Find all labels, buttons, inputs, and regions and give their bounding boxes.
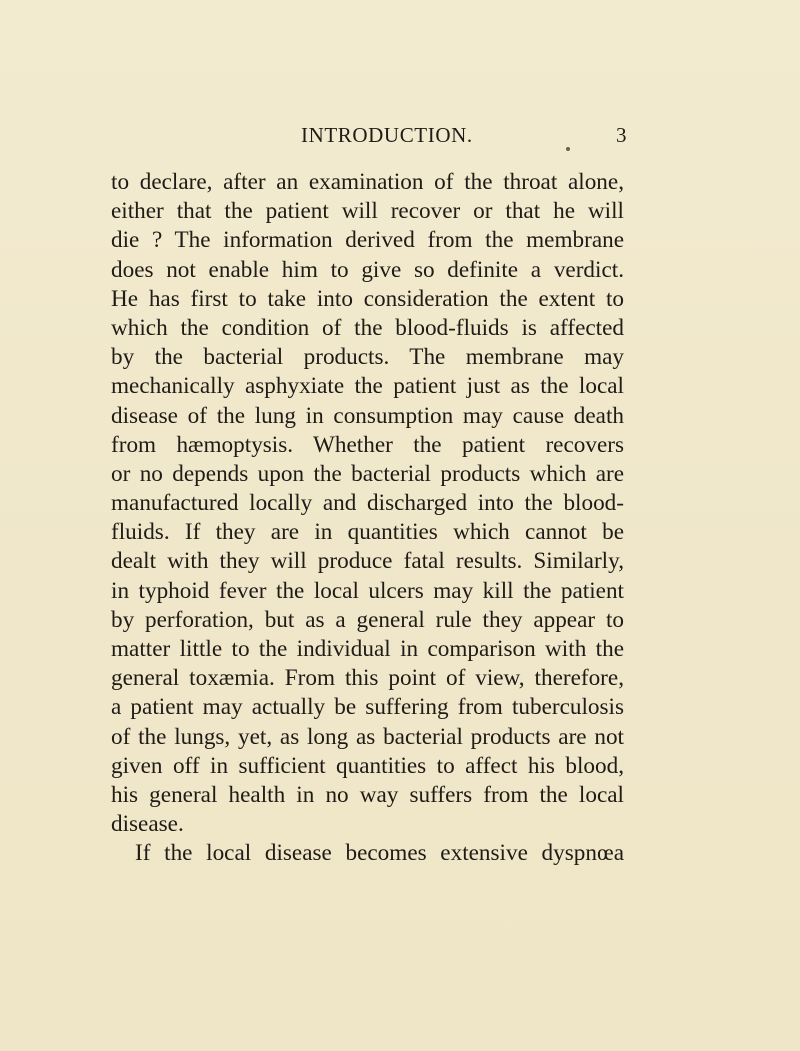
- text-line: die ? The information derived from the membrane: [111, 227, 624, 254]
- text-line: by the bacterial products. The membrane may: [111, 344, 624, 371]
- body-text: [111, 168, 624, 869]
- text-line: either that the patient will recover or that he will: [111, 198, 624, 225]
- text-line: mechanically asphyxiate the patient just as the local: [111, 373, 624, 400]
- text-line: or no depends upon the bacterial products which are: [111, 460, 624, 487]
- text-line: to declare, after an examination of the throat alone,: [111, 169, 624, 195]
- text-line: by perforation, but as a general rule they appear to: [111, 606, 624, 633]
- text-line: does not enable him to give so definite a verdict.: [111, 256, 624, 283]
- page-number: 3: [616, 123, 627, 147]
- print-speck: [566, 147, 570, 151]
- text-line: from hæmoptysis. Whether the patient recovers: [111, 431, 624, 458]
- text-line: a patient may actually be suffering from tuberculosis: [111, 694, 624, 721]
- text-line: general toxæmia. From this point of view, therefore,: [111, 665, 624, 692]
- text-line: in typhoid fever the local ulcers may kill the patient: [111, 577, 624, 604]
- running-head: [0, 123, 800, 147]
- text-line: matter little to the individual in comparison with the: [111, 636, 624, 662]
- text-line: fluids. If they are in quantities which cannot be: [111, 519, 624, 546]
- text-line: his general health in no way suffers from the local: [111, 781, 624, 808]
- text-line: of the lungs, yet, as long as bacterial products are not: [111, 723, 624, 750]
- running-title: INTRODUCTION.: [301, 123, 473, 147]
- text-line: manufactured locally and discharged into the blood-: [111, 490, 624, 517]
- text-line: dealt with they will produce fatal results. Similarly,: [111, 548, 624, 575]
- text-line: disease of the lung in consumption may cause death: [111, 402, 624, 429]
- text-line: which the condition of the blood-fluids is affected: [111, 314, 624, 341]
- text-line: He has first to take into consideration the extent to: [111, 285, 624, 312]
- paragraph-end-line: disease.: [111, 811, 184, 838]
- paragraph-start-line: If the local disease becomes extensive dyspnœa: [135, 840, 624, 867]
- text-line: given off in sufficient quantities to affect his blood,: [111, 752, 624, 779]
